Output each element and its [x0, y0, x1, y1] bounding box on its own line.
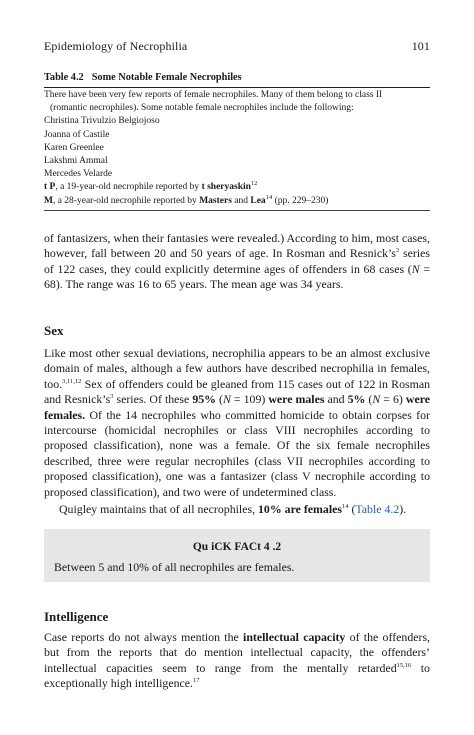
table-4-2	[44, 72, 430, 211]
table-name-row: Karen Greenlee	[44, 142, 104, 153]
table-row-p: t P, a 19-year-old necrophile reported by t sheryaskin$^{12}$	[44, 180, 258, 193]
quick-fact-box	[44, 529, 430, 582]
table-name-row: Lakshmi Ammal	[44, 156, 108, 167]
quick-fact-title: Qu iCK FACt 4 .2	[192, 541, 282, 553]
paragraph-quigley: Quigley maintains that of all necrophiles, 10% are females$^{14}$ (Table 4.2).	[59, 502, 407, 516]
table-row-m: M, a 28-year-old necrophile reported by Masters and Lea$^{14}$ (pp. 229–230)	[44, 193, 329, 206]
table-title: Some Notable Female Necrophiles	[91, 72, 242, 83]
running-head	[44, 39, 430, 54]
table-bottom-rule	[44, 210, 430, 211]
table-name-row: Mercedes Velarde	[44, 169, 113, 180]
running-head-title: Epidemiology of Necrophilia	[44, 39, 188, 53]
section-heading-intelligence: Intelligence	[44, 609, 109, 624]
table-intro-line-2: (romantic necrophiles). Some notable female necrophiles include the following:	[50, 103, 354, 114]
paragraph-sex: Like most other sexual deviations, necrophilia appears to be an almost exclusive domain of males, although a few authors have described necrophilia in females, too.$^{3,11,12}$ Sex of offenders could be gleaned from 115 cases out of 122 in Rosman and $Resnick’s^3$ series. Of these 95% (N = 109) were males and 5% (N = 6) were females. Of the 14 necrophiles who committed homicide to obtain corpses for intercourse (homicidal necrophiles or class VIII necrophiles according to proposed classification), none was a female. Of the six female necrophiles described, three were regular necrophiles (class VII necrophiles according to proposed classification), one was a fantasizer (class V necrophile according to proposed classification), and two were of undetermined class.	[44, 346, 431, 499]
book-page	[44, 0, 430, 735]
table-caption	[44, 72, 430, 83]
paragraph-ages: of fantasizers, when their fantasies were revealed.) According to him, most cases, however, fall between 20 and 50 years of age. In Rosman and $Resnick’s^3$ series of 122 cases, they could explicitly determine ages of offenders in 68 cases (N = 68). The range was 16 to 65 years. The mean age was 34 years.	[44, 231, 430, 292]
table-intro-line-1: There have been very few reports of female necrophiles. Many of them belong to class II	[44, 90, 383, 100]
paragraph-intelligence: Case reports do not always mention the intellectual capacity of the offenders, but from the reports that do mention intellectual capacity, the offenders’ intellectual capacities seem to range from the mentally retarded$^{15,16}$ to exceptionally high intelligence.$^{17}$	[44, 630, 431, 691]
page-number: 101	[411, 39, 430, 53]
table-body	[44, 88, 430, 210]
table-name-row: Christina Trivulzio Belgiojoso	[44, 116, 160, 127]
table-4-2-link[interactable]: Table 4.2	[355, 502, 400, 516]
section-heading-sex: Sex	[44, 323, 64, 338]
table-label: Table 4.2	[44, 72, 84, 83]
table-name-row: Joanna of Castile	[44, 129, 110, 140]
quick-fact-text: Between 5 and 10% of all necrophiles are females.	[54, 560, 295, 574]
